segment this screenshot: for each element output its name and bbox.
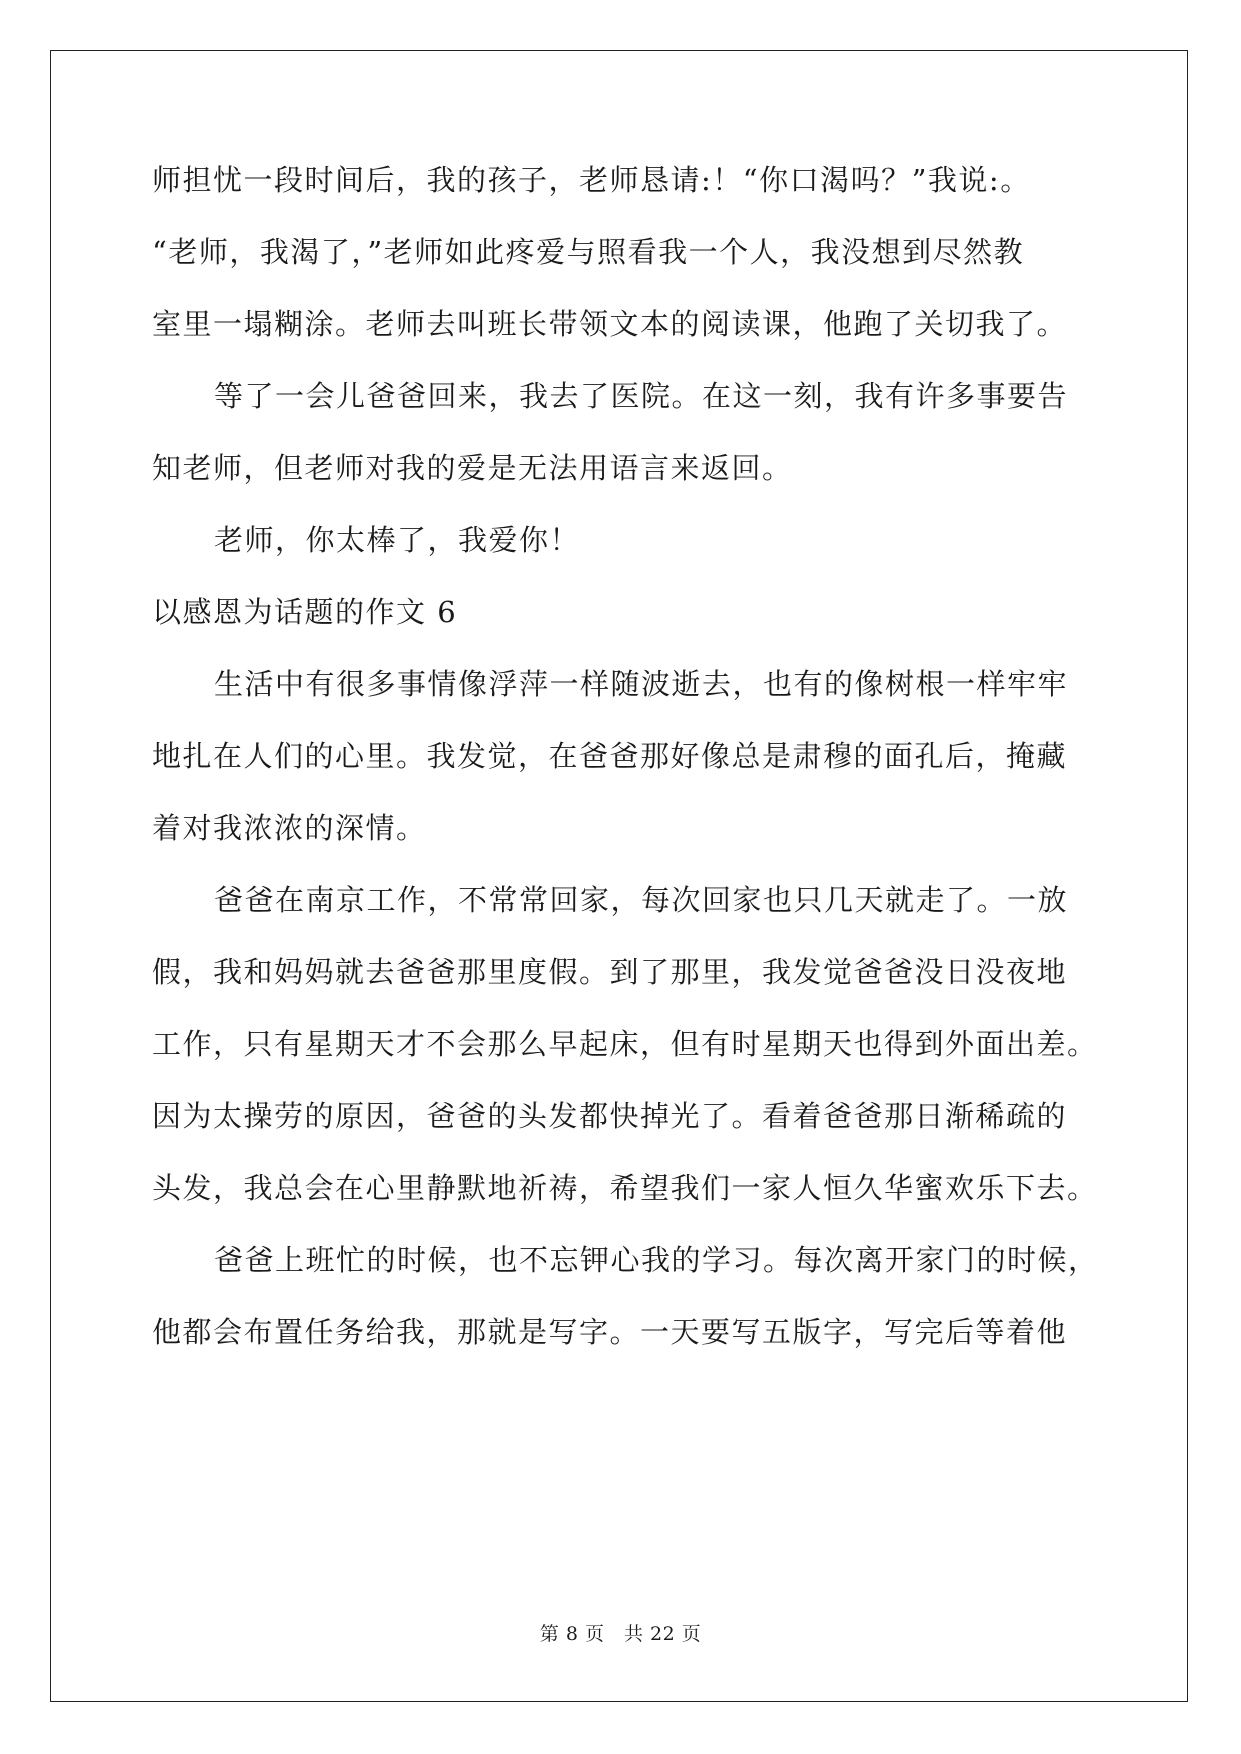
text-line: 老师，你太棒了，我爱你！ [214, 523, 581, 557]
text-line: 等了一会儿爸爸回来，我去了医院。在这一刻，我有许多事要告 [214, 379, 1069, 413]
text-line: 地扎在人们的心里。我发觉，在爸爸那好像总是肃穆的面孔后，掩藏 [152, 739, 1068, 773]
text-line: 室里一塌糊涂。老师去叫班长带领文本的阅读课，他跑了关切我了。 [152, 307, 1068, 341]
page-number-footer: 第 8 页 共 22 页 [539, 1623, 702, 1645]
text-line: 知老师，但老师对我的爱是无法用语言来返回。 [152, 451, 793, 485]
text-line: 因为太操劳的原因，爸爸的头发都快掉光了。看着爸爸那日渐稀疏的 [152, 1099, 1068, 1133]
text-line: 他都会布置任务给我，那就是写字。一天要写五版字，写完后等着他 [152, 1315, 1068, 1349]
text-line: 假，我和妈妈就去爸爸那里度假。到了那里，我发觉爸爸没日没夜地 [152, 955, 1068, 989]
text-line: 头发，我总会在心里静默地祈祷，希望我们一家人恒久华蜜欢乐下去。 [152, 1171, 1098, 1205]
page-border [50, 50, 1188, 1702]
text-line: 师担忧一段时间后，我的孩子，老师恳请:！“你口渴吗？”我说:。 [152, 163, 1031, 197]
text-line: 生活中有很多事情像浮萍一样随波逝去，也有的像树根一样牢牢 [214, 667, 1069, 701]
text-line: 工作，只有星期天才不会那么早起床，但有时星期天也得到外面出差。 [152, 1027, 1098, 1061]
text-line: “老师，我渴了，”老师如此疼爱与照看我一个人，我没想到尽然教 [152, 235, 1025, 269]
text-line: 着对我浓浓的深情。 [152, 811, 427, 845]
section-heading: 以感恩为话题的作文 6 [152, 595, 458, 629]
text-line: 爸爸上班忙的时候，也不忘钾心我的学习。每次离开家门的时候， [214, 1243, 1099, 1277]
text-line: 爸爸在南京工作，不常常回家，每次回家也只几天就走了。一放 [214, 883, 1069, 917]
